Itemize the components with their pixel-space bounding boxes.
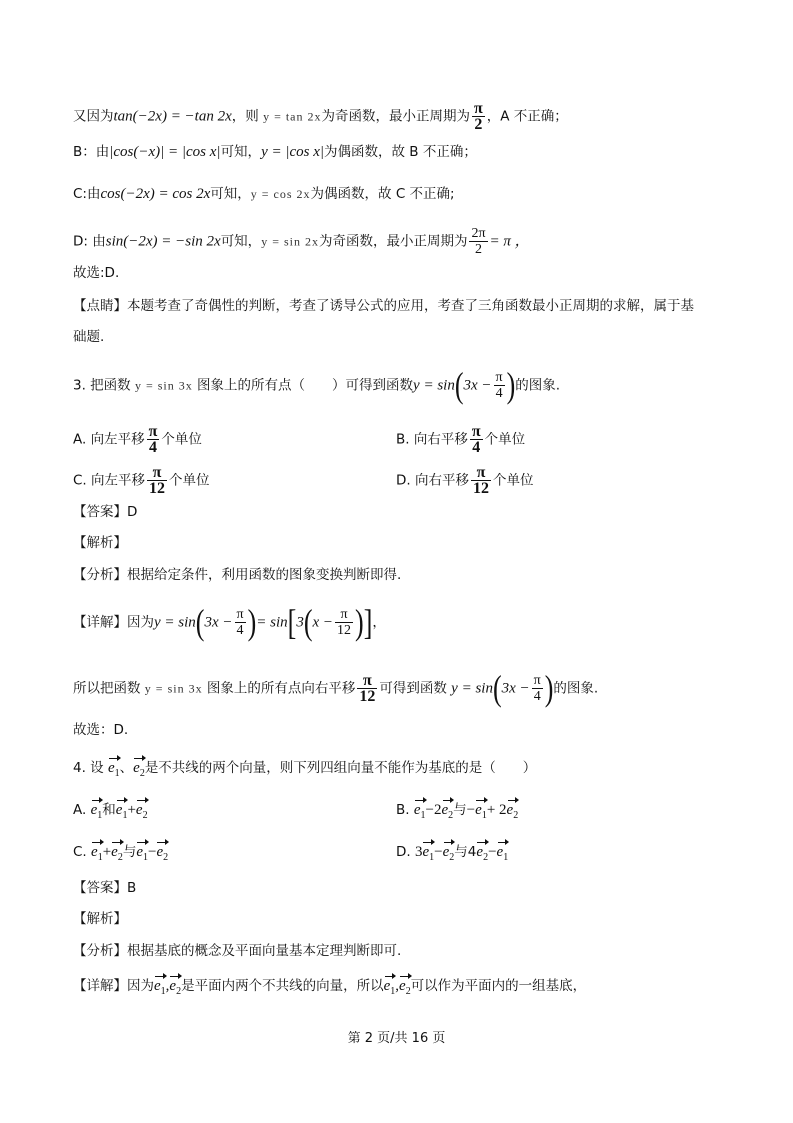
text: 图象上的所有点（ ）可得到函数 bbox=[197, 377, 414, 394]
denominator: 12 bbox=[359, 688, 376, 705]
numerator: π bbox=[474, 100, 483, 117]
denominator: 12 bbox=[472, 480, 489, 497]
q3-answer: 【答案】D bbox=[73, 504, 138, 520]
vector-e2 bbox=[399, 976, 411, 1002]
vector-symbol: e bbox=[91, 844, 98, 860]
text: 3. 把函数 bbox=[73, 377, 131, 394]
paren-close: ) bbox=[247, 601, 257, 643]
math-expr: cos(−2x) = cos 2x bbox=[100, 186, 211, 202]
fraction bbox=[469, 226, 487, 257]
text: 与 bbox=[453, 802, 467, 818]
text: 图象上的所有点向右平移 bbox=[206, 680, 356, 697]
subscript: 1 bbox=[97, 852, 103, 863]
page-footer: 第 2 页/共 16 页 bbox=[347, 1031, 446, 1046]
comment-line: 【点睛】本题考查了奇偶性的判断，考查了诱导公式的应用，考查了三角函数最小正周期的求解，属于基 bbox=[73, 298, 694, 314]
solution-line-b bbox=[73, 142, 477, 162]
subscript: 2 bbox=[448, 810, 454, 821]
subscript: 1 bbox=[429, 852, 435, 863]
text: 为奇函数，最小正周期为 bbox=[318, 233, 468, 250]
text: 4. 设 bbox=[73, 760, 104, 776]
q3-conclusion bbox=[73, 667, 599, 709]
math-expr: y = tan 2x bbox=[263, 109, 322, 124]
math-expr: y = sin bbox=[413, 377, 455, 394]
numerator: π bbox=[340, 607, 348, 622]
fraction bbox=[335, 607, 353, 638]
text: 为奇函数，最小正周期为 bbox=[321, 108, 470, 125]
text: A. 向左平移 bbox=[73, 431, 145, 448]
vector-symbol: e bbox=[169, 978, 177, 994]
subscript: 1 bbox=[160, 986, 166, 997]
vector-symbol: e bbox=[156, 844, 164, 860]
subscript: 1 bbox=[143, 852, 148, 863]
math-op: , bbox=[395, 978, 400, 994]
math-expr: y = sin 3x bbox=[134, 378, 193, 393]
fraction bbox=[471, 465, 491, 496]
vector-e2 bbox=[169, 976, 181, 1002]
bracket-close: ] bbox=[363, 601, 373, 643]
numerator: π bbox=[152, 464, 162, 481]
vector-e2 bbox=[443, 842, 455, 868]
paren-open: ( bbox=[303, 601, 313, 643]
subscript: 1 bbox=[420, 810, 426, 821]
math-expr: x − bbox=[312, 614, 334, 631]
vector-e2 bbox=[136, 800, 148, 826]
text: 与 bbox=[122, 844, 137, 860]
subscript: 2 bbox=[117, 852, 123, 863]
vector-symbol: e bbox=[133, 760, 140, 776]
subscript: 1 bbox=[114, 768, 120, 779]
math-op: 3 bbox=[414, 844, 423, 860]
subscript: 2 bbox=[483, 852, 489, 863]
text: 和 bbox=[102, 802, 116, 818]
q3-detail bbox=[73, 601, 386, 643]
fraction bbox=[532, 673, 543, 704]
paren-close: ) bbox=[544, 667, 554, 709]
vector-symbol: e bbox=[90, 802, 98, 818]
text: B. bbox=[396, 802, 410, 818]
math-expr: |cos(−x)| = |cos x| bbox=[109, 144, 221, 160]
text: ，则 bbox=[231, 108, 259, 125]
text: C:由 bbox=[73, 186, 101, 202]
fraction bbox=[470, 424, 483, 455]
text: 可知， bbox=[220, 233, 262, 250]
text: A. bbox=[73, 802, 87, 818]
text: 是不共线的两个向量，则下列四组向量不能作为基底的是（ ） bbox=[144, 760, 537, 776]
solution-line-a bbox=[73, 101, 568, 132]
subscript: 1 bbox=[122, 810, 128, 821]
paren-open: ( bbox=[195, 601, 205, 643]
q3-analysis: 【分析】根据给定条件，利用函数的图象变换判断即得. bbox=[73, 567, 402, 583]
math-expr: = sin bbox=[256, 614, 288, 631]
text: 所以把函数 bbox=[73, 680, 141, 697]
subscript: 1 bbox=[481, 810, 487, 821]
paren-close: ) bbox=[506, 364, 516, 406]
solution-line-c bbox=[73, 184, 455, 204]
text: 是平面内两个不共线的向量，所以 bbox=[181, 978, 384, 994]
denominator: 4 bbox=[235, 622, 246, 638]
text: B. 向右平移 bbox=[396, 431, 468, 448]
text: ， bbox=[372, 614, 386, 631]
subscript: 2 bbox=[139, 768, 145, 779]
vector-symbol: e bbox=[383, 978, 391, 994]
text: 【详解】因为 bbox=[73, 614, 154, 631]
vector-symbol: e bbox=[496, 844, 504, 860]
subscript: 1 bbox=[390, 986, 396, 997]
vector-symbol: e bbox=[154, 978, 161, 994]
denominator: 2 bbox=[472, 116, 485, 132]
subscript: 1 bbox=[97, 810, 103, 821]
numerator: π bbox=[236, 607, 244, 622]
vector-e1 bbox=[91, 842, 103, 868]
vector-e2 bbox=[442, 800, 454, 826]
math-expr: y = sin 3x bbox=[144, 681, 203, 696]
vector-e1 bbox=[91, 800, 103, 826]
vector-e1 bbox=[497, 842, 509, 868]
vector-e2 bbox=[507, 800, 519, 826]
math-expr: sin(−2x) = −sin 2x bbox=[105, 233, 221, 250]
math-expr: y = sin bbox=[154, 614, 196, 631]
vector-e1 bbox=[116, 800, 128, 826]
text: 为偶函数，故 B 不正确； bbox=[324, 144, 477, 160]
q3-option-a bbox=[73, 424, 202, 455]
subscript: 2 bbox=[163, 852, 169, 863]
q3-option-b bbox=[396, 424, 525, 455]
text: 、 bbox=[119, 760, 134, 776]
vector-symbol: e bbox=[475, 802, 482, 818]
math-op: − bbox=[488, 844, 497, 860]
math-expr: y = |cos x| bbox=[261, 144, 324, 160]
q4-jiexi: 【解析】 bbox=[73, 911, 127, 927]
vector-symbol: e bbox=[442, 844, 450, 860]
q4-option-a bbox=[73, 800, 148, 826]
text: D. bbox=[396, 844, 411, 860]
q4-answer: 【答案】B bbox=[73, 880, 137, 896]
vector-symbol: e bbox=[107, 760, 115, 776]
text: 个单位 bbox=[484, 431, 526, 448]
q4-option-d bbox=[396, 842, 508, 868]
text: 个单位 bbox=[492, 472, 534, 489]
vector-symbol: e bbox=[506, 802, 514, 818]
numerator: π bbox=[533, 673, 541, 688]
vector-symbol: e bbox=[399, 978, 406, 994]
text: 可以作为平面内的一组基底， bbox=[410, 978, 587, 994]
text: 为偶函数，故 C 不正确; bbox=[310, 186, 455, 202]
vector-symbol: e bbox=[111, 844, 118, 860]
q3-option-d bbox=[396, 465, 533, 496]
q3-choose: 故选：D. bbox=[73, 722, 129, 738]
text: 与4 bbox=[454, 844, 477, 860]
fraction bbox=[494, 370, 505, 401]
math-op: −2 bbox=[425, 802, 442, 818]
denominator: 4 bbox=[494, 385, 505, 401]
math-expr: y = cos 2x bbox=[250, 187, 311, 201]
q3-stem bbox=[73, 364, 561, 406]
denominator: 4 bbox=[147, 439, 160, 455]
text: 可知， bbox=[220, 144, 262, 160]
q4-option-b bbox=[396, 800, 518, 826]
text: 个单位 bbox=[169, 472, 210, 489]
vector-symbol: e bbox=[136, 844, 143, 860]
text: 的图象. bbox=[553, 680, 599, 697]
text: 可知， bbox=[210, 186, 251, 202]
denominator: 4 bbox=[470, 439, 483, 455]
math-expr: 3x − bbox=[204, 614, 233, 631]
text: 个单位 bbox=[161, 431, 202, 448]
comment-line-cont: 础题. bbox=[73, 329, 105, 345]
vector-symbol: e bbox=[115, 802, 123, 818]
math-expr: tan(−2x) = −tan 2x bbox=[113, 108, 232, 125]
fraction bbox=[357, 673, 377, 704]
bracket-open: [ bbox=[287, 601, 297, 643]
fraction bbox=[472, 101, 485, 132]
numerator: π bbox=[148, 423, 158, 440]
subscript: 2 bbox=[142, 810, 148, 821]
vector-e2 bbox=[156, 842, 168, 868]
numerator: π bbox=[471, 423, 481, 440]
paren-open: ( bbox=[492, 667, 502, 709]
text: 的图象. bbox=[515, 377, 561, 394]
vector-e1 bbox=[475, 800, 487, 826]
text: 可得到函数 bbox=[379, 680, 447, 697]
vector-e2 bbox=[111, 842, 123, 868]
subscript: 1 bbox=[503, 852, 509, 863]
q3-option-c bbox=[73, 465, 210, 496]
paren-open: ( bbox=[454, 364, 464, 406]
denominator: 12 bbox=[337, 623, 352, 638]
vector-e2 bbox=[133, 758, 145, 784]
math-expr: 3x − bbox=[501, 680, 530, 697]
subscript: 2 bbox=[513, 810, 519, 821]
vector-e1 bbox=[414, 800, 426, 826]
math-op: + 2 bbox=[486, 802, 507, 818]
vector-e1 bbox=[384, 976, 396, 1002]
text: 又因为 bbox=[73, 108, 114, 125]
vector-e1 bbox=[422, 842, 434, 868]
text: B：由 bbox=[73, 144, 110, 160]
math-op: + bbox=[102, 844, 112, 860]
math-op: + bbox=[127, 802, 136, 818]
math-op: − bbox=[148, 844, 157, 860]
numerator: π bbox=[362, 672, 372, 689]
numerator: π bbox=[476, 464, 486, 481]
q4-detail bbox=[73, 976, 586, 1002]
vector-symbol: e bbox=[135, 802, 143, 818]
vector-symbol: e bbox=[413, 802, 421, 818]
fraction bbox=[147, 465, 167, 496]
denominator: 4 bbox=[532, 688, 543, 704]
vector-e2 bbox=[476, 842, 488, 868]
vector-e1 bbox=[136, 842, 148, 868]
fraction bbox=[235, 607, 246, 638]
text: ，A 不正确； bbox=[486, 108, 568, 125]
math-expr: 3x − bbox=[463, 377, 492, 394]
q3-jiexi: 【解析】 bbox=[73, 535, 127, 551]
subscript: 2 bbox=[405, 986, 411, 997]
vector-symbol: e bbox=[441, 802, 449, 818]
math-expr: = π ， bbox=[489, 233, 530, 250]
numerator: 2π bbox=[471, 226, 486, 241]
text: C. 向左平移 bbox=[73, 472, 146, 489]
subscript: 2 bbox=[176, 986, 182, 997]
text: D: 由 bbox=[73, 233, 106, 250]
math-expr: 3 bbox=[296, 614, 304, 631]
paren-close: ) bbox=[355, 601, 364, 643]
choose-line: 故选:D. bbox=[73, 265, 120, 281]
q4-analysis: 【分析】根据基底的概念及平面向量基本定理判断即可. bbox=[73, 943, 402, 959]
math-expr: y = sin 2x bbox=[261, 234, 319, 249]
q4-stem bbox=[73, 758, 536, 784]
numerator: π bbox=[495, 370, 503, 385]
text: C. bbox=[73, 844, 87, 860]
vector-e1 bbox=[154, 976, 166, 1002]
vector-symbol: e bbox=[476, 844, 484, 860]
denominator: 12 bbox=[149, 480, 166, 497]
denominator: 2 bbox=[469, 241, 487, 257]
q4-option-c bbox=[73, 842, 168, 868]
subscript: 2 bbox=[449, 852, 455, 863]
fraction bbox=[147, 424, 160, 455]
math-op: − bbox=[466, 802, 476, 818]
vector-e1 bbox=[108, 758, 120, 784]
vector-symbol: e bbox=[422, 844, 430, 860]
math-op: , bbox=[165, 978, 170, 994]
text: D. 向右平移 bbox=[396, 472, 469, 489]
math-expr: y = sin bbox=[451, 680, 493, 697]
solution-line-d bbox=[73, 226, 530, 257]
math-op: − bbox=[434, 844, 443, 860]
text: 【详解】因为 bbox=[73, 978, 154, 994]
